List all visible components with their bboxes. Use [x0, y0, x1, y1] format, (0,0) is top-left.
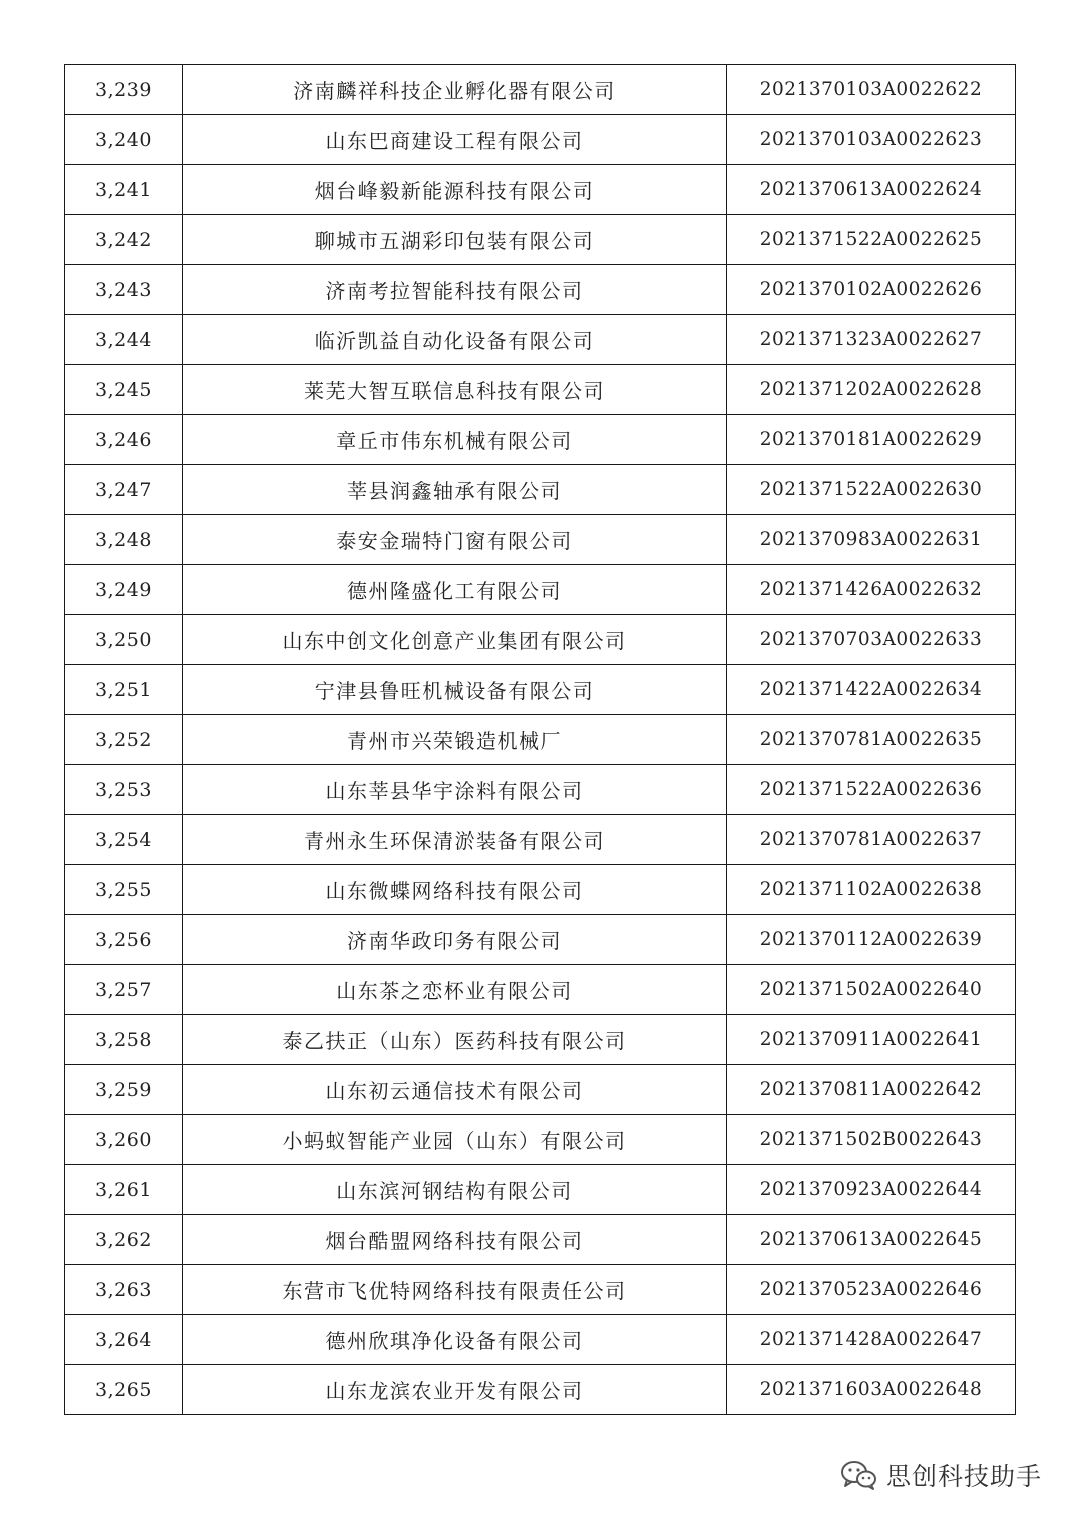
- registration-code-cell: 2021371522A0022636: [727, 765, 1016, 815]
- company-name-cell: 山东微蝶网络科技有限公司: [183, 865, 727, 915]
- wechat-icon: [840, 1459, 878, 1491]
- registration-code-cell: 2021370181A0022629: [727, 415, 1016, 465]
- table-row: [65, 65, 1016, 115]
- company-name-cell: 山东茶之恋杯业有限公司: [183, 965, 727, 1015]
- company-name-cell: 莱芜大智互联信息科技有限公司: [183, 365, 727, 415]
- row-number-cell: 3,262: [65, 1215, 183, 1265]
- table-row: [65, 365, 1016, 415]
- row-number-cell: 3,261: [65, 1165, 183, 1215]
- row-number-cell: 3,242: [65, 215, 183, 265]
- registration-code-cell: 2021370112A0022639: [727, 915, 1016, 965]
- row-number-cell: 3,258: [65, 1015, 183, 1065]
- table-row: [65, 915, 1016, 965]
- row-number-cell: 3,245: [65, 365, 183, 415]
- row-number-cell: 3,254: [65, 815, 183, 865]
- row-number-cell: 3,265: [65, 1365, 183, 1415]
- table-row: [65, 1115, 1016, 1165]
- row-number-cell: 3,248: [65, 515, 183, 565]
- watermark-text: 思创科技助手: [885, 1462, 1042, 1491]
- registration-code-cell: 2021371502B0022643: [727, 1115, 1016, 1165]
- company-name-cell: 章丘市伟东机械有限公司: [183, 415, 727, 465]
- table-row: [65, 815, 1016, 865]
- company-name-cell: 烟台峰毅新能源科技有限公司: [183, 165, 727, 215]
- row-number-cell: 3,251: [65, 665, 183, 715]
- table-row: [65, 515, 1016, 565]
- registration-code-cell: 2021371323A0022627: [727, 315, 1016, 365]
- row-number-cell: 3,263: [65, 1265, 183, 1315]
- row-number-cell: 3,241: [65, 165, 183, 215]
- company-name-cell: 青州永生环保清淤装备有限公司: [183, 815, 727, 865]
- company-name-cell: 泰乙扶正（山东）医药科技有限公司: [183, 1015, 727, 1065]
- company-name-cell: 聊城市五湖彩印包装有限公司: [183, 215, 727, 265]
- registration-code-cell: 2021370781A0022637: [727, 815, 1016, 865]
- registration-code-cell: 2021370102A0022626: [727, 265, 1016, 315]
- company-name-cell: 东营市飞优特网络科技有限责任公司: [183, 1265, 727, 1315]
- table-row: [65, 415, 1016, 465]
- watermark: [840, 1457, 1042, 1493]
- row-number-cell: 3,244: [65, 315, 183, 365]
- row-number-cell: 3,257: [65, 965, 183, 1015]
- table-row: [65, 1015, 1016, 1065]
- registration-code-cell: 2021371426A0022632: [727, 565, 1016, 615]
- row-number-cell: 3,246: [65, 415, 183, 465]
- table-row: [65, 465, 1016, 515]
- table-row: [65, 1365, 1016, 1415]
- row-number-cell: 3,239: [65, 65, 183, 115]
- registration-code-cell: 2021370983A0022631: [727, 515, 1016, 565]
- table-row: [65, 615, 1016, 665]
- row-number-cell: 3,250: [65, 615, 183, 665]
- registration-code-cell: 2021371428A0022647: [727, 1315, 1016, 1365]
- registration-code-cell: 2021370911A0022641: [727, 1015, 1016, 1065]
- table-row: [65, 115, 1016, 165]
- row-number-cell: 3,264: [65, 1315, 183, 1365]
- row-number-cell: 3,259: [65, 1065, 183, 1115]
- table-row: [65, 865, 1016, 915]
- registration-code-cell: 2021370923A0022644: [727, 1165, 1016, 1215]
- company-name-cell: 济南麟祥科技企业孵化器有限公司: [183, 65, 727, 115]
- registration-code-cell: 2021370523A0022646: [727, 1265, 1016, 1315]
- row-number-cell: 3,260: [65, 1115, 183, 1165]
- registration-code-cell: 2021371422A0022634: [727, 665, 1016, 715]
- table-row: [65, 1315, 1016, 1365]
- registration-code-cell: 2021371522A0022630: [727, 465, 1016, 515]
- company-name-cell: 德州隆盛化工有限公司: [183, 565, 727, 615]
- registration-code-cell: 2021370613A0022645: [727, 1215, 1016, 1265]
- row-number-cell: 3,255: [65, 865, 183, 915]
- table-row: [65, 1215, 1016, 1265]
- row-number-cell: 3,249: [65, 565, 183, 615]
- company-name-cell: 青州市兴荣锻造机械厂: [183, 715, 727, 765]
- table-row: [65, 765, 1016, 815]
- row-number-cell: 3,247: [65, 465, 183, 515]
- registration-code-cell: 2021371202A0022628: [727, 365, 1016, 415]
- company-name-cell: 临沂凯益自动化设备有限公司: [183, 315, 727, 365]
- table-row: [65, 1265, 1016, 1315]
- table-row: [65, 715, 1016, 765]
- table-row: [65, 965, 1016, 1015]
- company-name-cell: 山东莘县华宇涂料有限公司: [183, 765, 727, 815]
- company-name-cell: 济南考拉智能科技有限公司: [183, 265, 727, 315]
- company-name-cell: 济南华政印务有限公司: [183, 915, 727, 965]
- table-row: [65, 165, 1016, 215]
- table-row: [65, 215, 1016, 265]
- company-name-cell: 泰安金瑞特门窗有限公司: [183, 515, 727, 565]
- registration-code-cell: 2021370613A0022624: [727, 165, 1016, 215]
- company-list-table: [64, 64, 1016, 1415]
- company-list-body: [65, 65, 1016, 1415]
- table-row: [65, 315, 1016, 365]
- table-row: [65, 265, 1016, 315]
- registration-code-cell: 2021371522A0022625: [727, 215, 1016, 265]
- company-name-cell: 小蚂蚁智能产业园（山东）有限公司: [183, 1115, 727, 1165]
- table-row: [65, 665, 1016, 715]
- table-row: [65, 1065, 1016, 1115]
- registration-code-cell: 2021371603A0022648: [727, 1365, 1016, 1415]
- registration-code-cell: 2021370703A0022633: [727, 615, 1016, 665]
- registration-code-cell: 2021370781A0022635: [727, 715, 1016, 765]
- row-number-cell: 3,256: [65, 915, 183, 965]
- row-number-cell: 3,253: [65, 765, 183, 815]
- company-name-cell: 山东龙滨农业开发有限公司: [183, 1365, 727, 1415]
- row-number-cell: 3,240: [65, 115, 183, 165]
- registration-code-cell: 2021371102A0022638: [727, 865, 1016, 915]
- company-name-cell: 山东巴商建设工程有限公司: [183, 115, 727, 165]
- table-row: [65, 565, 1016, 615]
- company-name-cell: 莘县润鑫轴承有限公司: [183, 465, 727, 515]
- company-name-cell: 山东中创文化创意产业集团有限公司: [183, 615, 727, 665]
- row-number-cell: 3,243: [65, 265, 183, 315]
- company-name-cell: 宁津县鲁旺机械设备有限公司: [183, 665, 727, 715]
- company-name-cell: 德州欣琪净化设备有限公司: [183, 1315, 727, 1365]
- row-number-cell: 3,252: [65, 715, 183, 765]
- registration-code-cell: 2021370103A0022623: [727, 115, 1016, 165]
- company-name-cell: 烟台酷盟网络科技有限公司: [183, 1215, 727, 1265]
- registration-code-cell: 2021371502A0022640: [727, 965, 1016, 1015]
- company-name-cell: 山东滨河钢结构有限公司: [183, 1165, 727, 1215]
- registration-code-cell: 2021370103A0022622: [727, 65, 1016, 115]
- company-name-cell: 山东初云通信技术有限公司: [183, 1065, 727, 1115]
- table-row: [65, 1165, 1016, 1215]
- registration-code-cell: 2021370811A0022642: [727, 1065, 1016, 1115]
